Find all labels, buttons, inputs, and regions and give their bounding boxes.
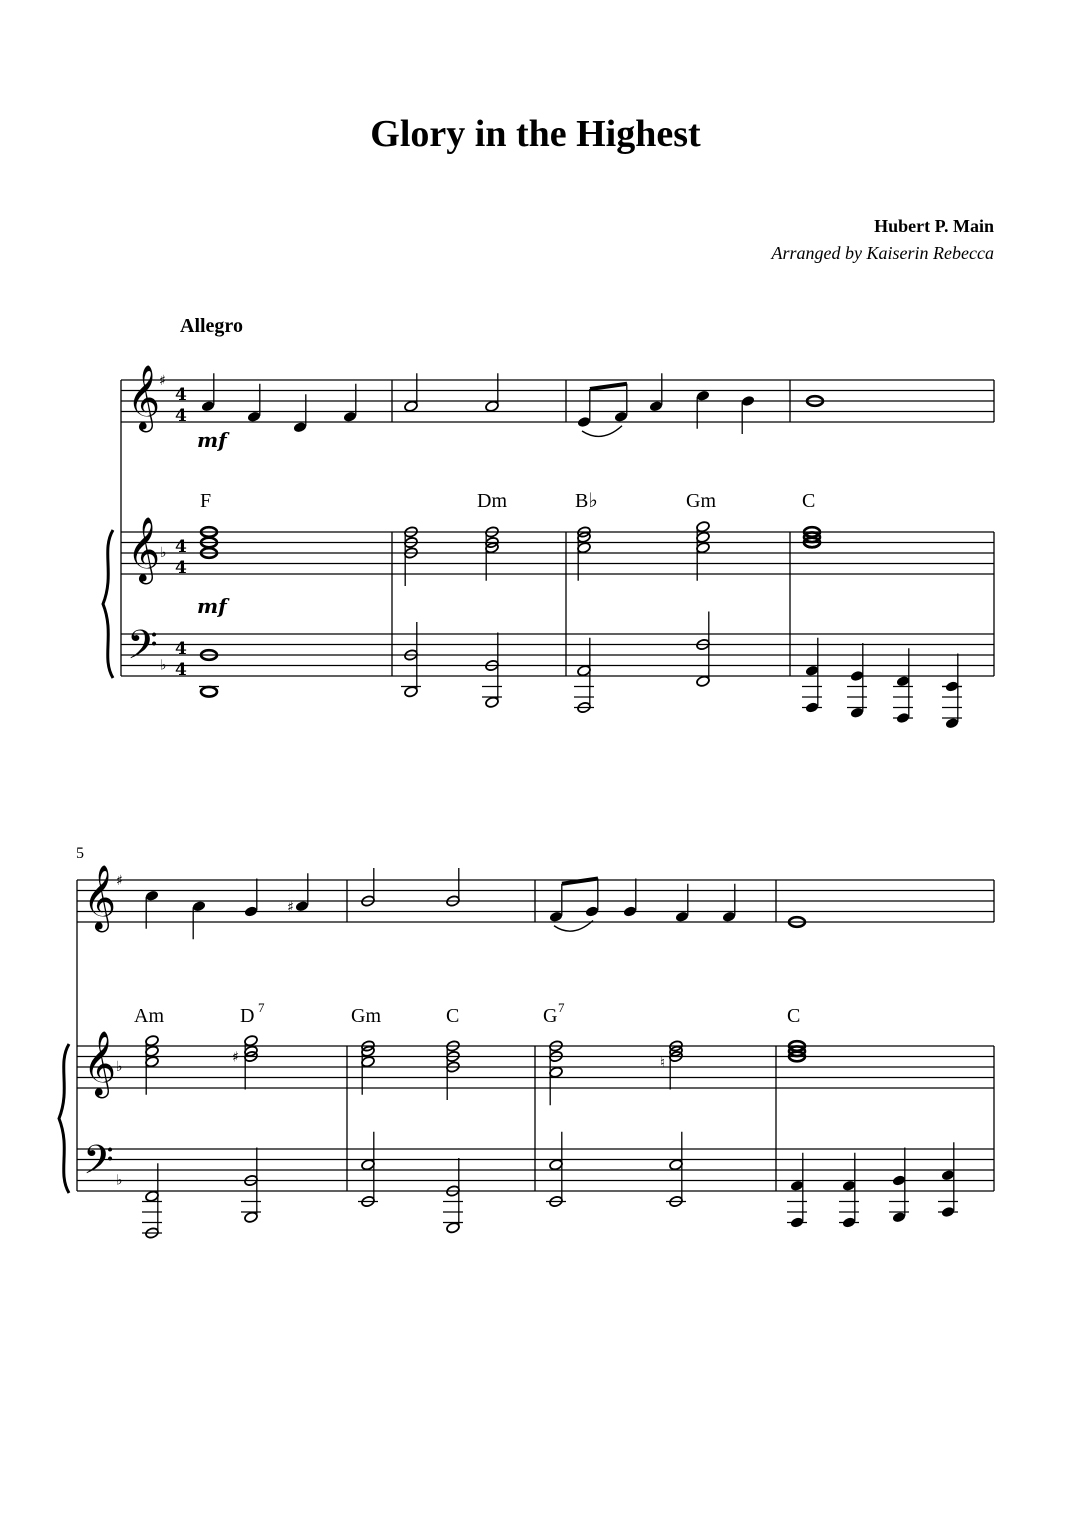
time-signature-top: 4	[175, 537, 187, 557]
chord-symbol: C	[787, 1005, 801, 1027]
notehead	[649, 400, 664, 412]
bar-lines	[77, 380, 994, 1191]
notehead	[549, 1066, 564, 1078]
chord-symbol: C	[802, 490, 816, 512]
notehead	[145, 1045, 160, 1057]
chord-symbol: Am	[134, 1005, 164, 1027]
notehead	[696, 521, 711, 533]
notehead	[404, 686, 419, 698]
notehead	[790, 1180, 805, 1192]
flat-icon: ♭	[116, 1172, 123, 1189]
chord-symbol: D	[240, 1005, 255, 1027]
chord-symbol: Gm	[351, 1005, 381, 1027]
brace-icon	[103, 530, 113, 678]
natural-icon: ♮	[660, 1054, 666, 1071]
time-signature-top: 4	[175, 385, 187, 405]
notehead	[696, 542, 711, 554]
notehead	[675, 911, 690, 923]
dynamic-piano: mf	[197, 594, 227, 618]
notehead	[145, 1190, 160, 1202]
time-signature-bottom: 4	[175, 406, 187, 426]
notehead	[842, 1180, 857, 1192]
chord-symbol: F	[200, 490, 212, 512]
chord-symbol: B♭	[575, 490, 598, 512]
notehead	[145, 1056, 160, 1068]
treble-clef-icon: 𝄞	[83, 1031, 117, 1096]
chord-symbol: Dm	[477, 490, 507, 512]
notehead	[293, 421, 308, 433]
notehead	[192, 900, 207, 912]
notehead	[485, 696, 500, 708]
time-signature-bottom: 4	[175, 558, 187, 578]
slur	[582, 426, 622, 437]
notehead	[577, 665, 592, 677]
score-text	[76, 428, 815, 1027]
time-signature-top: 4	[175, 639, 187, 659]
notehead	[201, 400, 216, 412]
notehead	[549, 911, 564, 923]
notehead	[361, 1056, 376, 1068]
notehead	[696, 390, 711, 402]
flat-icon: ♭	[160, 657, 167, 674]
brace-icon	[59, 1044, 69, 1193]
notehead	[585, 905, 600, 917]
chord-symbol: G	[543, 1005, 558, 1027]
notehead	[941, 1169, 956, 1181]
notehead	[446, 1222, 461, 1234]
notehead	[722, 911, 737, 923]
notehead	[247, 411, 262, 423]
whole-note	[201, 687, 217, 697]
measure-number: 5	[76, 845, 84, 862]
bass-clef-icon: 𝄢	[83, 1137, 114, 1193]
notehead	[892, 1211, 907, 1223]
notehead	[244, 905, 259, 917]
notehead	[145, 890, 160, 902]
notehead	[549, 1159, 564, 1171]
notehead	[696, 531, 711, 543]
chord-superscript: 7	[558, 1000, 565, 1015]
notehead	[850, 707, 865, 719]
notehead	[244, 1211, 259, 1223]
notehead	[361, 1159, 376, 1171]
notehead	[669, 1159, 684, 1171]
treble-clef-icon: 𝄞	[127, 365, 161, 430]
treble-clef-icon: 𝄞	[83, 865, 117, 930]
notehead	[404, 400, 419, 412]
notehead	[896, 675, 911, 687]
beam	[562, 879, 598, 884]
dynamic-melody: mf	[197, 428, 227, 452]
chord-superscript: 7	[258, 1000, 265, 1015]
notehead	[805, 665, 820, 677]
time-signature-bottom: 4	[175, 660, 187, 680]
composer-credit: Hubert P. Main	[874, 216, 994, 236]
page-title: Glory in the Highest	[370, 113, 701, 155]
chord-symbol: Gm	[686, 490, 716, 512]
bass-clef-icon: 𝄢	[127, 622, 158, 678]
notehead	[485, 400, 500, 412]
notehead	[945, 717, 960, 729]
treble-clef-icon: 𝄞	[127, 517, 161, 582]
sharp-icon: ♯	[116, 873, 123, 889]
notehead	[741, 395, 756, 407]
sharp-icon: ♯	[159, 373, 166, 389]
flat-icon: ♭	[116, 1059, 123, 1075]
notehead	[145, 1035, 160, 1047]
notehead	[577, 542, 592, 554]
notes	[142, 373, 962, 1239]
chord-symbol: C	[446, 1005, 460, 1027]
notehead	[244, 1035, 259, 1047]
notehead	[577, 416, 592, 428]
notehead	[614, 411, 629, 423]
notehead	[696, 675, 711, 687]
notehead	[623, 905, 638, 917]
beam	[590, 384, 627, 389]
notehead	[850, 670, 865, 682]
flat-icon: ♭	[160, 545, 167, 561]
notehead	[295, 900, 310, 912]
notehead	[892, 1174, 907, 1186]
arranger-credit: Arranged by Kaiserin Rebecca	[771, 243, 994, 263]
sharp-icon: ♯	[232, 1049, 239, 1066]
notehead	[343, 411, 358, 423]
sharp-icon: ♯	[287, 899, 294, 916]
tempo-marking: Allegro	[180, 315, 243, 337]
